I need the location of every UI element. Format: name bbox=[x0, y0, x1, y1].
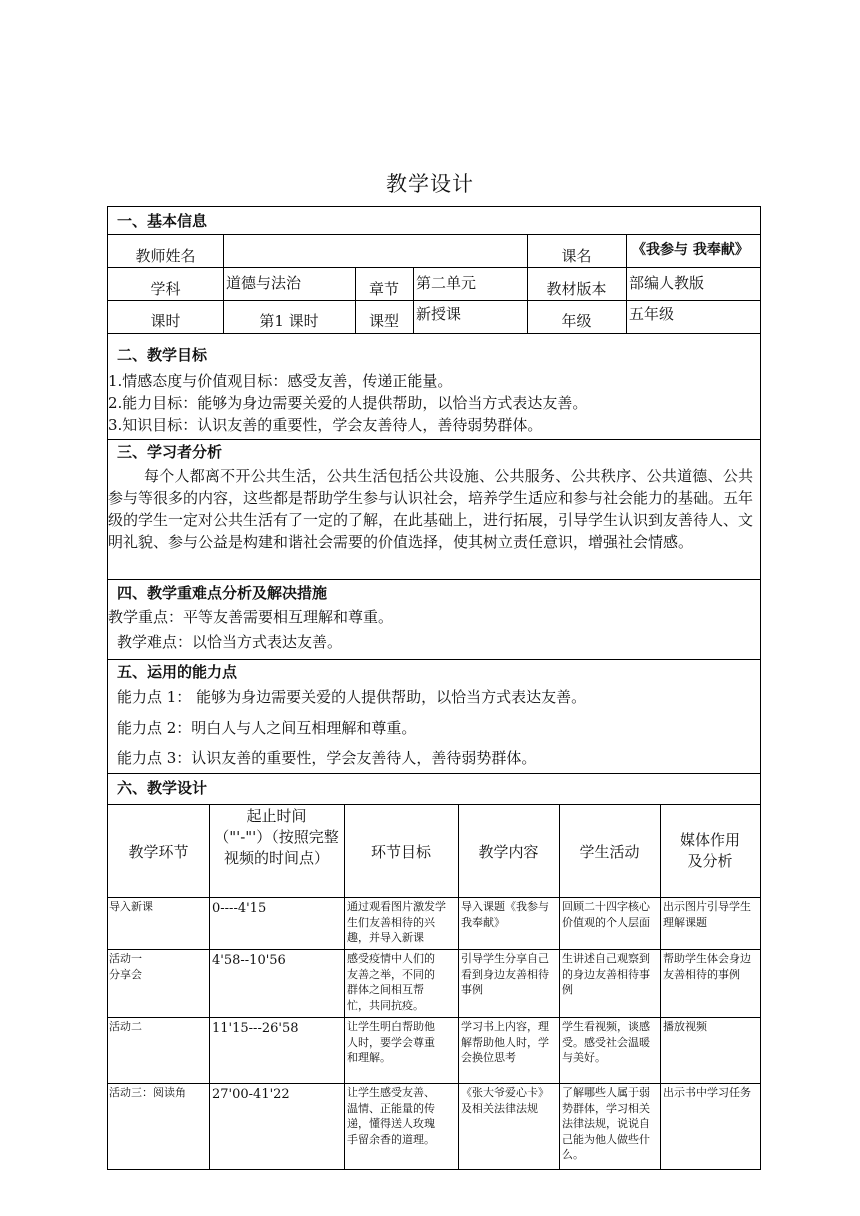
cell-activity: 回顾二十四字核心价值观的个人层面 bbox=[562, 900, 650, 929]
section-heading: 六、教学设计 bbox=[117, 779, 208, 797]
cell-time: 4'58--10'56 bbox=[212, 953, 286, 968]
section-heading: 一、基本信息 bbox=[117, 212, 208, 230]
rule bbox=[108, 949, 760, 950]
course-label: 课名 bbox=[561, 247, 592, 265]
col-header-activity: 学生活动 bbox=[579, 843, 640, 861]
cell-media: 播放视频 bbox=[663, 1020, 707, 1033]
subject-label: 学科 bbox=[150, 280, 181, 298]
section-heading: 三、学习者分析 bbox=[117, 443, 223, 461]
section-heading: 二、教学目标 bbox=[117, 346, 208, 364]
cell-media: 出示书中学习任务 bbox=[663, 1086, 751, 1099]
rule bbox=[108, 773, 760, 774]
rule bbox=[108, 804, 760, 805]
cell-content: 学习书上内容，理解帮助他人时，学会换位思考 bbox=[461, 1020, 549, 1064]
cell-content: 《张大爷爱心卡》及相关法律法规 bbox=[461, 1086, 549, 1115]
goal-line: 2.能力目标：能够为身边需要关爱的人提供帮助，以恰当方式表达友善。 bbox=[108, 394, 588, 412]
rule bbox=[108, 897, 760, 898]
ability-point: 能力点 1： 能够为身边需要关爱的人提供帮助，以恰当方式表达友善。 bbox=[117, 688, 587, 706]
difficult-point: 教学难点：以恰当方式表达友善。 bbox=[117, 633, 343, 651]
hour-label: 课时 bbox=[150, 312, 181, 330]
col-header-content: 教学内容 bbox=[478, 843, 539, 861]
course-value: 《我参与 我奉献》 bbox=[632, 242, 749, 258]
col-header-stage: 教学环节 bbox=[128, 843, 189, 861]
cell-stage: 活动二 bbox=[109, 1020, 142, 1033]
ability-point: 能力点 2：明白人与人之间互相理解和尊重。 bbox=[117, 719, 417, 737]
rule bbox=[626, 234, 627, 333]
cell-content: 引导学生分享自己看到身边友善相待事例 bbox=[461, 952, 549, 996]
cell-stage: 活动一 分享会 bbox=[109, 952, 142, 981]
cell-time: 11'15---26'58 bbox=[212, 1021, 299, 1036]
page-title: 教学设计 bbox=[386, 172, 474, 196]
learner-analysis: 每个人都离不开公共生活，公共生活包括公共设施、公共服务、公共秩序、公共道德、公共参与等很多的内容，这些都是帮助学生参与认识社会，培养学生适应和参与社会能力的基础。五年级的学生一定对公共生活有了一定的了解，在此基础上，进行拓展，引导学生认识到友善待人、文明礼貌、参与公益是构建和谐社会需要的价值选择，使其树立责任意识，增强社会情感。 bbox=[108, 467, 754, 551]
chapter-label: 章节 bbox=[368, 280, 399, 298]
rule bbox=[413, 267, 414, 333]
ability-point: 能力点 3：认识友善的重要性，学会友善待人，善待弱势群体。 bbox=[117, 749, 537, 767]
lesson-plan-table bbox=[107, 206, 761, 1170]
rule bbox=[108, 579, 760, 580]
cell-activity: 学生看视频，谈感受。感受社会温暖与美好。 bbox=[562, 1020, 650, 1064]
rule bbox=[108, 659, 760, 660]
cell-stage: 导入新课 bbox=[109, 900, 153, 913]
key-point: 教学重点：平等友善需要相互理解和尊重。 bbox=[108, 608, 394, 626]
rule bbox=[209, 804, 210, 1170]
hour-value: 第1 课时 bbox=[259, 312, 319, 330]
grade-value: 五年级 bbox=[629, 305, 675, 323]
section-heading: 五、运用的能力点 bbox=[117, 663, 238, 681]
type-value: 新授课 bbox=[416, 305, 462, 323]
cell-content: 导入课题《我参与 我奉献》 bbox=[461, 900, 549, 929]
teacher-label: 教师姓名 bbox=[135, 247, 196, 265]
cell-activity: 生讲述自己观察到的身边友善相待事例 bbox=[562, 952, 650, 996]
cell-stage: 活动三：阅读角 bbox=[109, 1086, 186, 1099]
subject-value: 道德与法治 bbox=[226, 274, 302, 292]
grade-label: 年级 bbox=[561, 312, 592, 330]
goal-line: 1.情感态度与价值观目标：感受友善，传递正能量。 bbox=[108, 372, 453, 390]
col-header-media: 媒体作用 及分析 bbox=[679, 831, 740, 870]
cell-goal: 感受疫情中人们的友善之举，不同的群体之间相互帮忙，共同抗疫。 bbox=[347, 952, 435, 1012]
cell-time: 27'00-41'22 bbox=[212, 1087, 290, 1102]
col-header-goal: 环节目标 bbox=[370, 843, 431, 861]
chapter-value: 第二单元 bbox=[416, 274, 477, 292]
col-header-time: 起止时间 （"'-"'）（按照完整视频的时间点） bbox=[214, 807, 339, 867]
cell-time: 0----4'15 bbox=[212, 901, 267, 916]
rule bbox=[108, 333, 760, 334]
edition-label: 教材版本 bbox=[546, 280, 607, 298]
cell-goal: 让学生明白帮助他人时，要学会尊重和理解。 bbox=[347, 1020, 435, 1064]
section-heading: 四、教学重难点分析及解决措施 bbox=[117, 584, 328, 602]
rule bbox=[108, 1017, 760, 1018]
rule bbox=[108, 1083, 760, 1084]
cell-goal: 让学生感受友善、温情、正能量的传递，懂得送人玫瑰手留余香的道理。 bbox=[347, 1086, 435, 1146]
rule bbox=[108, 234, 760, 235]
cell-media: 出示图片引导学生理解课题 bbox=[663, 900, 751, 929]
rule bbox=[108, 439, 760, 440]
rule bbox=[108, 300, 760, 301]
cell-media: 帮助学生体会身边友善相待的事例 bbox=[663, 952, 751, 981]
cell-activity: 了解哪些人属于弱势群体，学习相关法律法规，说说自己能为他人做些什么。 bbox=[562, 1086, 650, 1161]
goal-line: 3.知识目标：认识友善的重要性，学会友善待人，善待弱势群体。 bbox=[108, 416, 543, 434]
edition-value: 部编人教版 bbox=[629, 274, 705, 292]
cell-goal: 通过观看图片激发学生们友善相待的兴趣，并导入新课 bbox=[347, 900, 446, 944]
type-label: 课型 bbox=[368, 312, 399, 330]
rule bbox=[108, 267, 760, 268]
